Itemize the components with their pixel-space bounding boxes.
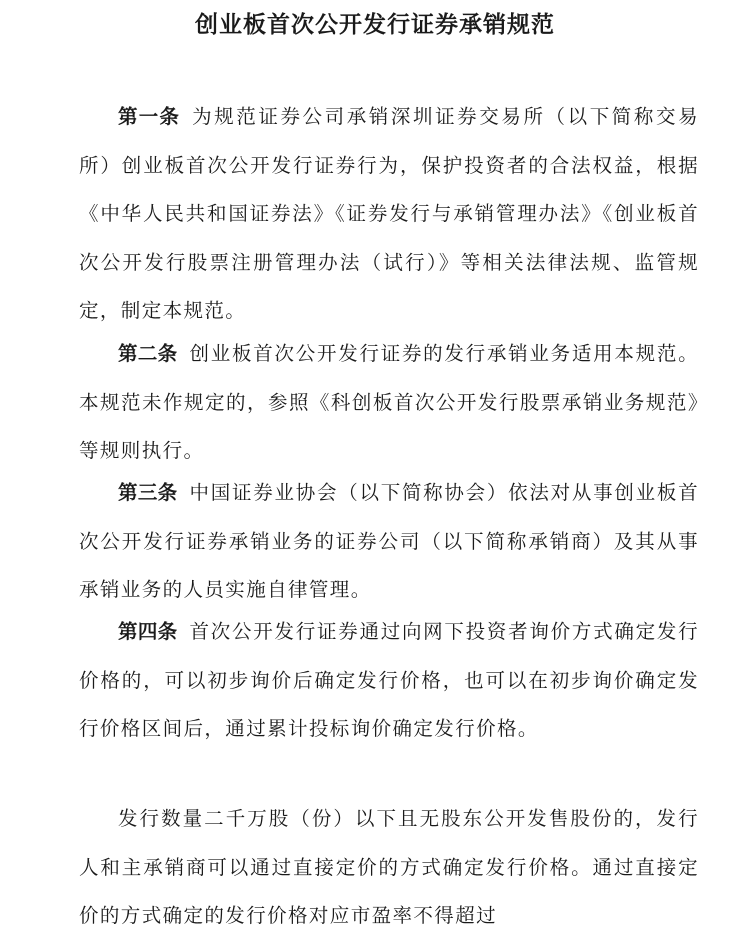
article-1-text: 为规范证券公司承销深圳证券交易所（以下简称交易所）创业板首次公开发行证券行为，保护投资者的合法权益，根据《中华人民共和国证券法》《证券发行与承销管理办法》《创业板首次公开发行股票注册管理办法（试行）》等相关法律法规、监管规定，制定本规范。 xyxy=(79,105,699,322)
article-2 xyxy=(79,330,699,476)
article-3-label: 第三条 xyxy=(118,481,178,504)
article-4-text: 首次公开发行证券通过向网下投资者询价方式确定发行价格的，可以初步询价后确定发行价格，也可以在初步询价确定发行价格区间后，通过累计投标询价确定发行价格。 xyxy=(79,620,699,740)
article-2-text: 创业板首次公开发行证券的发行承销业务适用本规范。本规范未作规定的，参照《科创板首次公开发行股票承销业务规范》等规则执行。 xyxy=(79,342,699,462)
article-4-label: 第四条 xyxy=(118,620,178,643)
article-4-paragraph-2-text: 发行数量二千万股（份）以下且无股东公开发售股份的，发行人和主承销商可以通过直接定价的方式确定发行价格。通过直接定价的方式确定的发行价格对应市盈率不得超过 xyxy=(79,807,699,927)
article-4 xyxy=(79,608,699,754)
article-1 xyxy=(79,93,699,336)
document-title: 创业板首次公开发行证券承销规范 xyxy=(195,12,555,38)
article-3-text: 中国证券业协会（以下简称协会）依法对从事创业板首次公开发行证券承销业务的证券公司（以下简称承销商）及其从事承销业务的人员实施自律管理。 xyxy=(79,481,699,601)
article-3 xyxy=(79,469,699,615)
article-2-label: 第二条 xyxy=(118,342,178,365)
article-1-label: 第一条 xyxy=(118,105,181,128)
article-4-paragraph-2 xyxy=(79,795,699,941)
